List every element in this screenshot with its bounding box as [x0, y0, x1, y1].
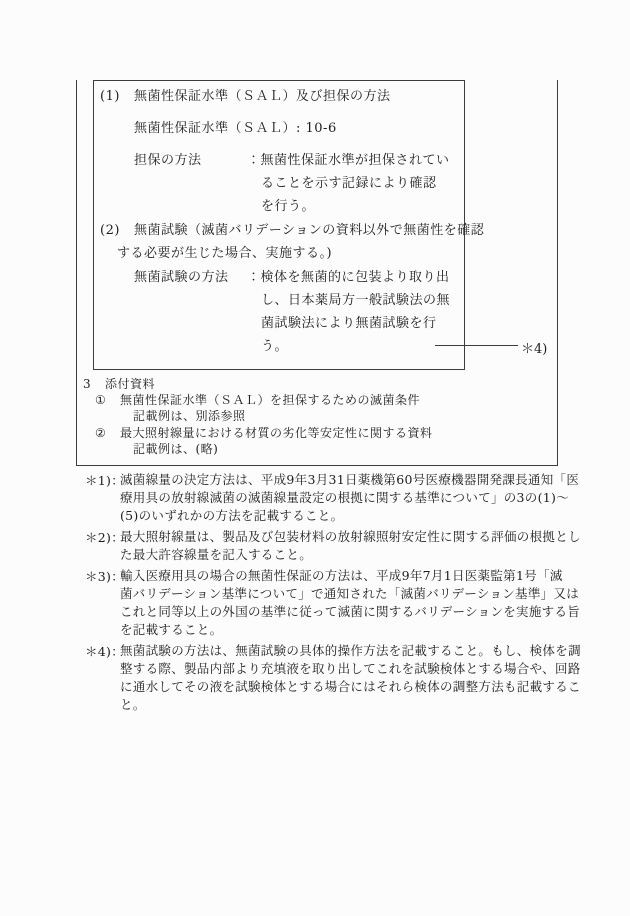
footnote-4-line-2: 整する際、製品内部より充填液を取り出してこれを試験検体とする場合や、回路	[120, 661, 581, 676]
callout-label-note4: ＊4)	[521, 342, 548, 357]
item2-label: 無菌試験の方法	[134, 270, 229, 285]
section3-item2-marker: ②	[95, 426, 107, 440]
footnote-4-marker: ＊4)：	[85, 644, 125, 659]
footnote-4	[85, 642, 581, 714]
section3-item1-marker: ①	[95, 393, 107, 407]
footnote-1-marker: ＊1)：	[85, 473, 125, 488]
section3-item1-text: 無菌性保証水準（ＳＡＬ）を担保するための滅菌条件	[120, 393, 421, 407]
item1-number: (1)	[100, 89, 120, 104]
footnote-2-line-1: 最大照射線量は、製品及び包装材料の放射線照射安定性に関する評価の根拠とし	[120, 529, 581, 544]
item2-title-line-1: 無菌試験（滅菌バリデーションの資料以外で無菌性を確認	[134, 223, 485, 238]
item2-value-line-1: ：検体を無菌的に包装より取り出	[247, 270, 450, 285]
section3-number: 3	[83, 377, 92, 391]
footnote-3-marker: ＊3)：	[85, 569, 125, 584]
item2-value-line-2: し、日本薬局方一般試験法の無	[261, 293, 451, 308]
footnote-1	[85, 471, 580, 525]
footnote-4-line-4: と。	[120, 697, 146, 712]
item2-title-line-2: する必要が生じた場合、実施する。)	[117, 246, 333, 261]
item1-value-line-2: ることを示す記録により確認	[261, 176, 437, 191]
footnote-4-line-3: に通水してその液を試験検体とする場合にはそれら検体の調整方法も記載するこ	[120, 679, 581, 694]
section3-title: 添付資料	[105, 377, 156, 391]
item1-title: 無菌性保証水準（ＳＡＬ）及び担保の方法	[134, 89, 391, 104]
item1-value-line-3: を行う。	[261, 199, 316, 214]
footnote-1-line-1: 滅菌線量の決定方法は、平成9年3月31日薬機第60号医療機器開発課長通知「医	[120, 472, 580, 487]
footnote-3-line-2: 菌バリデーション基準について」で通知された「滅菌バリデーション基準」又は	[120, 586, 580, 601]
footnote-3	[85, 567, 581, 639]
item2-value-line-3: 菌試験法により無菌試験を行	[261, 316, 437, 331]
footnote-3-line-3: これと同等以上の外国の基準に従って滅菌に関するバリデーションを実施する旨	[120, 604, 581, 619]
item2-number: (2)	[100, 223, 120, 238]
footnote-3-line-4: を記載すること。	[120, 622, 223, 637]
footnote-1-line-2: 療用具の放射線滅菌の滅菌線量設定の根拠に関する基準について」の3の(1)〜	[120, 490, 570, 505]
footnote-2-marker: ＊2)：	[85, 530, 125, 545]
item2-value-line-4: う。	[261, 339, 289, 354]
section3-item2-text: 最大照射線量における材質の劣化等安定性に関する資料	[120, 426, 433, 440]
footnote-2	[85, 528, 581, 564]
section3-item1-note: 記載例は、別添参照	[133, 409, 246, 423]
footnote-1-line-3: (5)のいずれかの方法を記載すること。	[120, 508, 344, 523]
footnote-3-line-1: 輸入医療用具の場合の無菌性保証の方法は、平成9年7月1日医薬監第1号「滅	[120, 568, 563, 583]
footnote-4-line-1: 無菌試験の方法は、無菌試験の具体的操作方法を記載すること。もし、検体を調	[120, 643, 581, 658]
section3-item2-note: 記載例は、(略)	[133, 442, 219, 456]
item1-value-line-1: ：無菌性保証水準が担保されてい	[247, 153, 450, 168]
callout-line-to-note4	[435, 345, 518, 346]
item1-label: 担保の方法	[134, 153, 202, 168]
footnote-2-line-2: た最大許容線量を記入すること。	[120, 547, 313, 562]
item1-sal-line: 無菌性保証水準（ＳＡＬ）: 10-6	[134, 121, 337, 136]
